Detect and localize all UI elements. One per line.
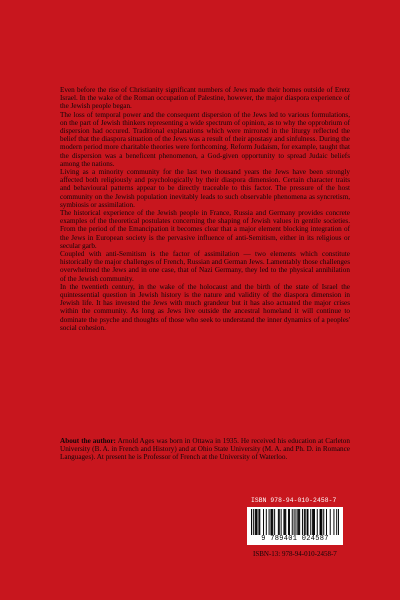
barcode-bar [338, 509, 339, 535]
about-author-label: About the author: [60, 437, 116, 445]
barcode-bar [336, 509, 337, 535]
blurb-paragraph: Even before the rise of Christianity significant numbers of Jews made their homes outside of Eretz Israel. In the wake of the Roman occupation of Palestine, however, the major diaspora experience of the Jewish people began. [60, 86, 350, 111]
barcode-bar [312, 509, 313, 535]
barcode-bar [314, 509, 315, 535]
isbn-top-label: ISBN 978-94-010-2458-7 [251, 497, 337, 504]
barcode-bar [263, 509, 264, 535]
isbn-13-label: ISBN-13: 978-94-010-2458-7 [253, 550, 337, 558]
barcode-bar [333, 509, 334, 535]
barcode-bar [278, 509, 279, 535]
barcode-bar [284, 509, 285, 535]
blurb-paragraph: The historical experience of the Jewish people in France, Russia and Germany provides concrete examples of the theoretical postulates concerning the shaping of Jewish values in gentile societies. From the period of the Emancipation it becomes clear that a major element blocking integration of the Jews in European society is the pervasive influence of anti-Semitism, either in its religious or secular garb. [60, 209, 350, 250]
barcode-bar [330, 509, 331, 535]
barcode-bar [257, 509, 258, 535]
barcode-bar [298, 509, 299, 535]
barcode-bar [297, 509, 298, 535]
barcode-bar [270, 509, 271, 535]
about-author-text: Arnold Ages was born in Ottawa in 1935. He received his education at Carleton University (B. A. in French and History) and at Ohio State University (M. A. and Ph. D. in Romance Languages). At present he is Professor of French at the University of Waterloo. [60, 437, 350, 462]
barcode-bar [308, 509, 309, 535]
barcode-bar [269, 509, 270, 535]
barcode-bar [251, 509, 252, 535]
blurb-text [60, 86, 350, 332]
barcode-bar [266, 509, 267, 535]
barcode-bar [256, 509, 257, 535]
barcode-bar [288, 509, 289, 535]
barcode-bar [283, 509, 284, 535]
barcode-bar [294, 509, 295, 535]
barcode-bar [292, 509, 293, 535]
about-author [60, 437, 350, 462]
barcode-bar [281, 509, 282, 535]
barcode-bar [320, 509, 321, 535]
barcode-bar [299, 509, 300, 535]
barcode-bar [255, 509, 256, 535]
barcode-bar [305, 509, 306, 535]
barcode-bar [326, 509, 327, 535]
barcode-bar [295, 509, 296, 535]
barcode-bar [320, 509, 321, 535]
barcode [247, 507, 343, 545]
barcode-digits: 9 789401 024587 [261, 535, 329, 543]
barcode-bar [307, 509, 308, 535]
barcode-bar [310, 509, 311, 535]
barcode-bar [317, 509, 318, 535]
barcode-bar [289, 509, 290, 535]
barcode-bar [271, 509, 272, 535]
barcode-bar [259, 509, 260, 535]
barcode-bar [313, 509, 314, 535]
barcode-bar [285, 509, 286, 535]
barcode-bar [274, 509, 275, 535]
barcode-bar [323, 509, 324, 535]
blurb-paragraph: Living as a minority community for the last two thousand years the Jews have been strongly affected both religiously and psychologically by their diaspora dimension. Certain character traits and behavioural patterns appear to be directly traceable to this factor. The pressure of the host community on the Jewish population inevitably leads to such observable phenomena as syncretism, symbiosis or assimilation. [60, 168, 350, 209]
barcode-bar [253, 509, 254, 535]
blurb-paragraph: Coupled with anti-Semitism is the factor of assimilation — two elements which constitute historically the major challenges of French, Russian and German Jews. Lamentably those challenges overwhelmed the Jews and in one case, that of Nazi Germany, they led to the physical annihilation of the Jewish community. [60, 250, 350, 283]
barcode-bar [272, 509, 273, 535]
barcode-bar [302, 509, 303, 535]
blurb-paragraph: In the twentieth century, in the wake of the holocaust and the birth of the state of Israel the quintessential question in Jewish history is the nature and validity of the diaspora dimension in Jewish life. It has invested the Jews with much grandeur but it has also actuated the major crises within the community. As long as Jews live outside the ancestral homeland it will continue to dominate the psyche and thoughts of those who seek to understand the inner dynamics of a peoples' social cohesion. [60, 282, 350, 332]
barcode-bar [321, 509, 322, 535]
blurb-paragraph: The loss of temporal power and the consequent dispersion of the Jews led to various formulations, on the part of Jewish thinkers representing a wide spectrum of opinion, as to why the opprobrium of dispersion had occured. Traditional explanations which were mirrored in the liturgy reflected the belief that the diaspora situation of the Jews was a result of their apostasy and sinfulness. During the modern period more charitable theories were forthcoming. Reform Judaism, for example, taught that the dispersion was a beneficent phenomenon, a God-given opportunity to spread Judaic beliefs among the nations. [60, 110, 350, 168]
barcode-bars [251, 509, 339, 535]
barcode-bar [258, 509, 259, 535]
barcode-bar [304, 509, 305, 535]
barcode-bar [279, 509, 280, 535]
